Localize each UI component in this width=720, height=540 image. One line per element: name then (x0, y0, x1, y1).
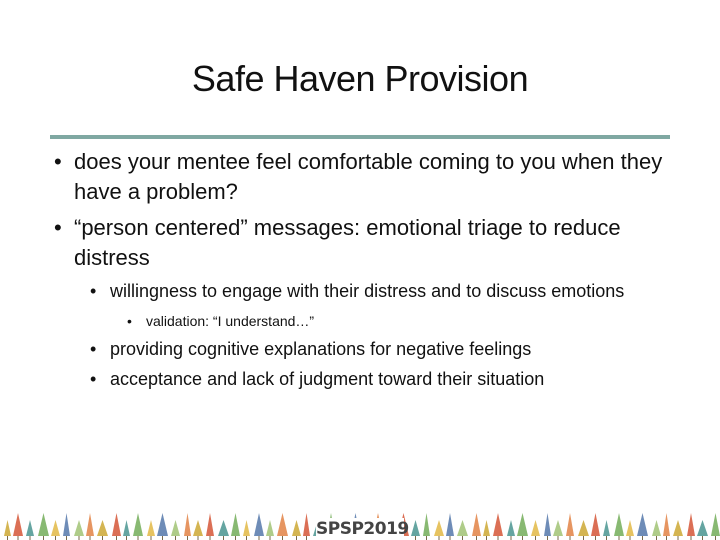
tree-shape (86, 513, 94, 536)
slide-title: Safe Haven Provision (191, 58, 529, 99)
tree-shape (171, 520, 180, 536)
title-divider (50, 135, 670, 139)
sub-sub-bullet-text: validation: “I understand…” (146, 313, 315, 329)
tree-shape (711, 513, 720, 536)
bullet-text: does your mentee feel comfortable coming to you when they have a problem? (74, 149, 663, 204)
tree-shape (123, 520, 130, 536)
tree-shape (483, 520, 490, 536)
tree-shape (97, 520, 108, 536)
tree-shape (4, 520, 11, 536)
tree-shape (231, 513, 240, 536)
bullet-marker: • (90, 369, 97, 389)
tree-shape (133, 513, 143, 536)
tree-shape (193, 520, 203, 536)
tree-shape (13, 513, 23, 536)
tree-shape (591, 513, 600, 536)
tree-shape (472, 513, 481, 536)
tree-shape (303, 513, 310, 536)
tree-shape (243, 520, 250, 536)
tree-shape (697, 520, 708, 536)
tree-shape (51, 520, 60, 536)
tree-shape (266, 520, 274, 536)
tree-shape (157, 513, 168, 536)
tree-shape (38, 513, 49, 536)
tree-shape (687, 513, 695, 536)
tree-shape (673, 520, 683, 536)
tree-shape (517, 513, 528, 536)
tree-shape (578, 520, 589, 536)
bullet-list (54, 147, 674, 391)
tree-shape (446, 513, 454, 536)
sub-bullet-text: acceptance and lack of judgment toward their situation (110, 369, 545, 389)
tree-shape (626, 520, 634, 536)
sub-sub-bullet-item (127, 311, 674, 331)
bullet-text: “person centered” messages: emotional triage to reduce distress (74, 215, 621, 270)
tree-shape (184, 513, 191, 536)
bullet-marker: • (90, 339, 97, 359)
sub-bullet-item (90, 367, 674, 391)
tree-shape (112, 513, 121, 536)
tree-shape (614, 513, 624, 536)
tree-shape (566, 513, 574, 536)
bullet-marker: • (54, 215, 62, 240)
spsp2019-logo: SPSP2019 (316, 519, 409, 539)
tree-shape (147, 520, 155, 536)
sub-bullet-text: providing cognitive explanations for negative feelings (110, 339, 532, 359)
tree-shape (218, 520, 229, 536)
tree-shape (277, 513, 288, 536)
bullet-item (54, 147, 674, 207)
tree-shape (493, 513, 503, 536)
tree-shape (663, 513, 670, 536)
tree-shape (74, 520, 84, 536)
tree-shape (206, 513, 214, 536)
tree-shape (652, 520, 661, 536)
tree-shape (507, 520, 515, 536)
bullet-marker: • (54, 149, 62, 174)
bullet-marker: • (127, 313, 132, 329)
tree-shape (637, 513, 648, 536)
tree-shape (254, 513, 264, 536)
sub-bullet-item (90, 337, 674, 361)
tree-shape (553, 520, 563, 536)
tree-shape (544, 513, 551, 536)
tree-shape (434, 520, 444, 536)
tree-shape (292, 520, 301, 536)
sub-bullet-text: willingness to engage with their distress and to discuss emotions (110, 281, 625, 301)
tree-shape (531, 520, 540, 536)
bullet-marker: • (90, 281, 97, 301)
tree-shape (423, 513, 430, 536)
tree-shape (603, 520, 610, 536)
tree-shape (457, 520, 468, 536)
sub-bullet-item (90, 279, 674, 303)
tree-shape (63, 513, 70, 536)
tree-shape (411, 520, 420, 536)
tree-shape (26, 520, 34, 536)
bullet-item (54, 213, 674, 273)
